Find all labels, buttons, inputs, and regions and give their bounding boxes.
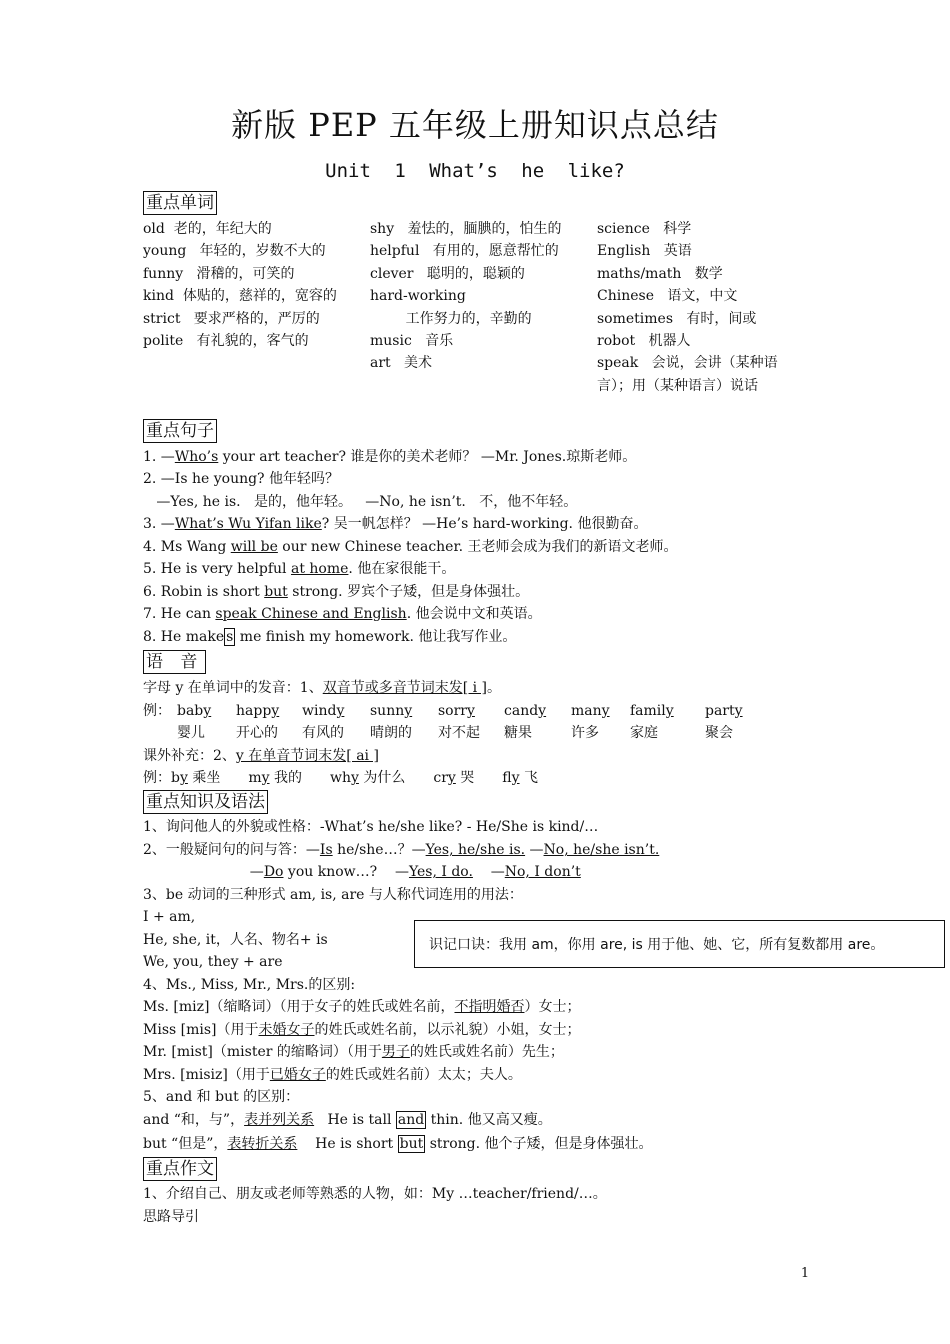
vocab-column-1 [143, 218, 355, 352]
phonics-word: sorry [438, 703, 475, 719]
section-heading-phonics: 语 音 [143, 650, 206, 674]
phonics-rule-1: 字母 y 在单词中的发音：1、双音节或多音节词末发[ i ]。 [143, 680, 502, 696]
vocab-entry: maths/math 数学 [597, 265, 723, 282]
unit-title: Unit 1 What’s he like? [325, 160, 625, 182]
phonics-word: happy [236, 703, 280, 719]
grammar-4-miss: Miss [mis]（用于未婚女子的姓氏或姓名前，以示礼貌）小姐，女士； [143, 1022, 581, 1038]
grammar-4-mr: Mr. [mist]（mister 的缩略词）（用于男子的姓氏或姓名前）先生； [143, 1044, 564, 1060]
vocab-entry: kind 体贴的，慈祥的，宽容的 [143, 288, 337, 305]
vocab-entry: speak 会说，会讲（某种语言）；用（某种语言）说话 [597, 355, 778, 394]
grammar-3-am: I + am, [143, 909, 196, 925]
phonics-word: fly 飞 [502, 770, 539, 786]
sentence-8: 8. He make s me finish my homework. 他让我写作业。 [143, 629, 517, 645]
vocab-entry: polite 有礼貌的，客气的 [143, 333, 309, 350]
vocab-entry: music 音乐 [370, 333, 454, 350]
section-heading-vocabulary: 重点单词 [143, 191, 217, 215]
phonics-word-meaning: 婴儿 [177, 725, 205, 741]
sentence-1: 1. —Who’s your art teacher? 谁是你的美术老师？ —Mr. Jones.琼斯老师。 [143, 449, 637, 465]
vocab-entry: strict 要求严格的，严厉的 [143, 310, 320, 327]
grammar-1: 1、询问他人的外貌或性格：-What’s he/she like? - He/She is kind/… [143, 819, 599, 835]
grammar-3: 3、be 动词的三种形式 am, is, are 与人称代词连用的用法： [143, 887, 523, 903]
grammar-4-mrs: Mrs. [misiz]（用于已婚女子的姓氏或姓名前）太太；夫人。 [143, 1067, 522, 1083]
writing-1: 1、介绍自己、朋友或老师等熟悉的人物，如：My …teacher/friend/…。 [143, 1186, 607, 1202]
vocab-entry: Chinese 语文，中文 [597, 288, 738, 305]
section-heading-writing: 重点作文 [143, 1157, 217, 1181]
page-title: 新版 PEP 五年级上册知识点总结 [231, 106, 719, 144]
phonics-word-meaning: 有风的 [302, 725, 344, 741]
vocab-column-2 [370, 218, 582, 375]
vocab-entry: funny 滑稽的，可笑的 [143, 265, 295, 282]
section-heading-sentences: 重点句子 [143, 419, 217, 443]
sentence-2: 2. —Is he young? 他年轻吗？ [143, 471, 340, 487]
phonics-word: family [630, 703, 674, 719]
phonics-word-meaning: 聚会 [705, 725, 733, 741]
grammar-4: 4、Ms., Miss, Mr., Mrs.的区别: [143, 977, 356, 993]
sentence-5: 5. He is very helpful at home. 他在家很能干。 [143, 561, 456, 577]
vocab-entry: robot 机器人 [597, 333, 691, 350]
vocab-entry: art 美术 [370, 355, 433, 372]
phonics-word: windy [302, 703, 345, 719]
phonics-word: party [705, 703, 743, 719]
phonics-word: baby [177, 703, 212, 719]
phonics-word-meaning: 许多 [571, 725, 599, 741]
grammar-5-and: and “和，与”，表并列关系 He is tall and thin. 他又高又瘦。 [143, 1112, 552, 1128]
vocab-entry: shy 羞怯的，腼腆的，怕生的 [370, 221, 562, 237]
vocab-entry: English 英语 [597, 243, 692, 260]
vocab-column-3 [597, 218, 809, 397]
phonics-word-meaning: 家庭 [630, 725, 658, 741]
vocab-entry: hard-working [370, 288, 466, 305]
phonics-word: cry 哭 [433, 770, 475, 786]
vocab-entry: clever 聪明的，聪颖的 [370, 265, 525, 282]
page-number: 1 [800, 1266, 810, 1281]
vocab-entry: young 年轻的，岁数不大的 [143, 243, 326, 260]
phonics-word: many [571, 703, 610, 719]
phonics-word: candy [504, 703, 547, 719]
phonics-word-meaning: 晴朗的 [370, 725, 412, 741]
vocab-entry: 工作努力的，辛勤的 [370, 310, 532, 327]
phonics-examples-label: 例： [143, 703, 171, 719]
sentence-2-answer: —Yes, he is. 是的，他年轻。 —No, he isn’t. 不，他不年轻。 [143, 494, 578, 510]
phonics-word-meaning: 开心的 [236, 725, 278, 741]
vocab-entry: helpful 有用的，愿意帮忙的 [370, 243, 559, 260]
grammar-2-b: —Do you know…? —Yes, I do. —No, I don’t [143, 864, 581, 880]
vocab-entry: old 老的，年纪大的 [143, 221, 272, 237]
phonics-word: my 我的 [248, 770, 302, 786]
phonics-word-meaning: 对不起 [438, 725, 480, 741]
grammar-5: 5、and 和 but 的区别： [143, 1089, 300, 1105]
phonics-examples-2: 例：by 乘坐 my 我的 why 为什么 cry 哭 fly 飞 [143, 770, 539, 786]
section-heading-grammar: 重点知识及语法 [143, 790, 268, 814]
grammar-4-ms: Ms. [miz]（缩略词）（用于女子的姓氏或姓名前，不指明婚否）女士； [143, 999, 581, 1015]
phonics-word: sunny [370, 703, 413, 719]
grammar-3-are: We, you, they + are [143, 954, 283, 970]
sentence-3: 3. —What’s Wu Yifan like? 吴一帆怎样？ —He’s hard-working. 他很勤奋。 [143, 516, 648, 532]
phonics-word-meaning: 糖果 [504, 725, 532, 741]
writing-guide: 思路导引 [143, 1209, 199, 1225]
memory-tip-box: 识记口诀：我用 am，你用 are, is 用于他、她、它，所有复数都用 are。 [414, 920, 945, 968]
sentence-7: 7. He can speak Chinese and English. 他会说中文和英语。 [143, 606, 542, 622]
phonics-word: why 为什么 [330, 770, 406, 786]
sentence-6: 6. Robin is short but strong. 罗宾个子矮，但是身体强壮。 [143, 584, 530, 600]
phonics-rule-2: 课外补充：2、y 在单音节词末发[ ai ] [143, 748, 379, 764]
phonics-word: by 乘坐 [171, 770, 221, 786]
grammar-3-is: He, she, it，人名、物名+ is [143, 932, 328, 948]
grammar-5-but: but “但是”，表转折关系 He is short but strong. 他个子矮，但是身体强壮。 [143, 1136, 653, 1152]
vocab-entry: sometimes 有时，间或 [597, 310, 757, 327]
vocab-entry: science 科学 [597, 221, 692, 237]
grammar-2: 2、一般疑问句的问与答：—Is he/she…？—Yes, he/she is. —No, he/she isn’t. [143, 842, 660, 858]
sentence-4: 4. Ms Wang will be our new Chinese teacher. 王老师会成为我们的新语文老师。 [143, 539, 678, 555]
